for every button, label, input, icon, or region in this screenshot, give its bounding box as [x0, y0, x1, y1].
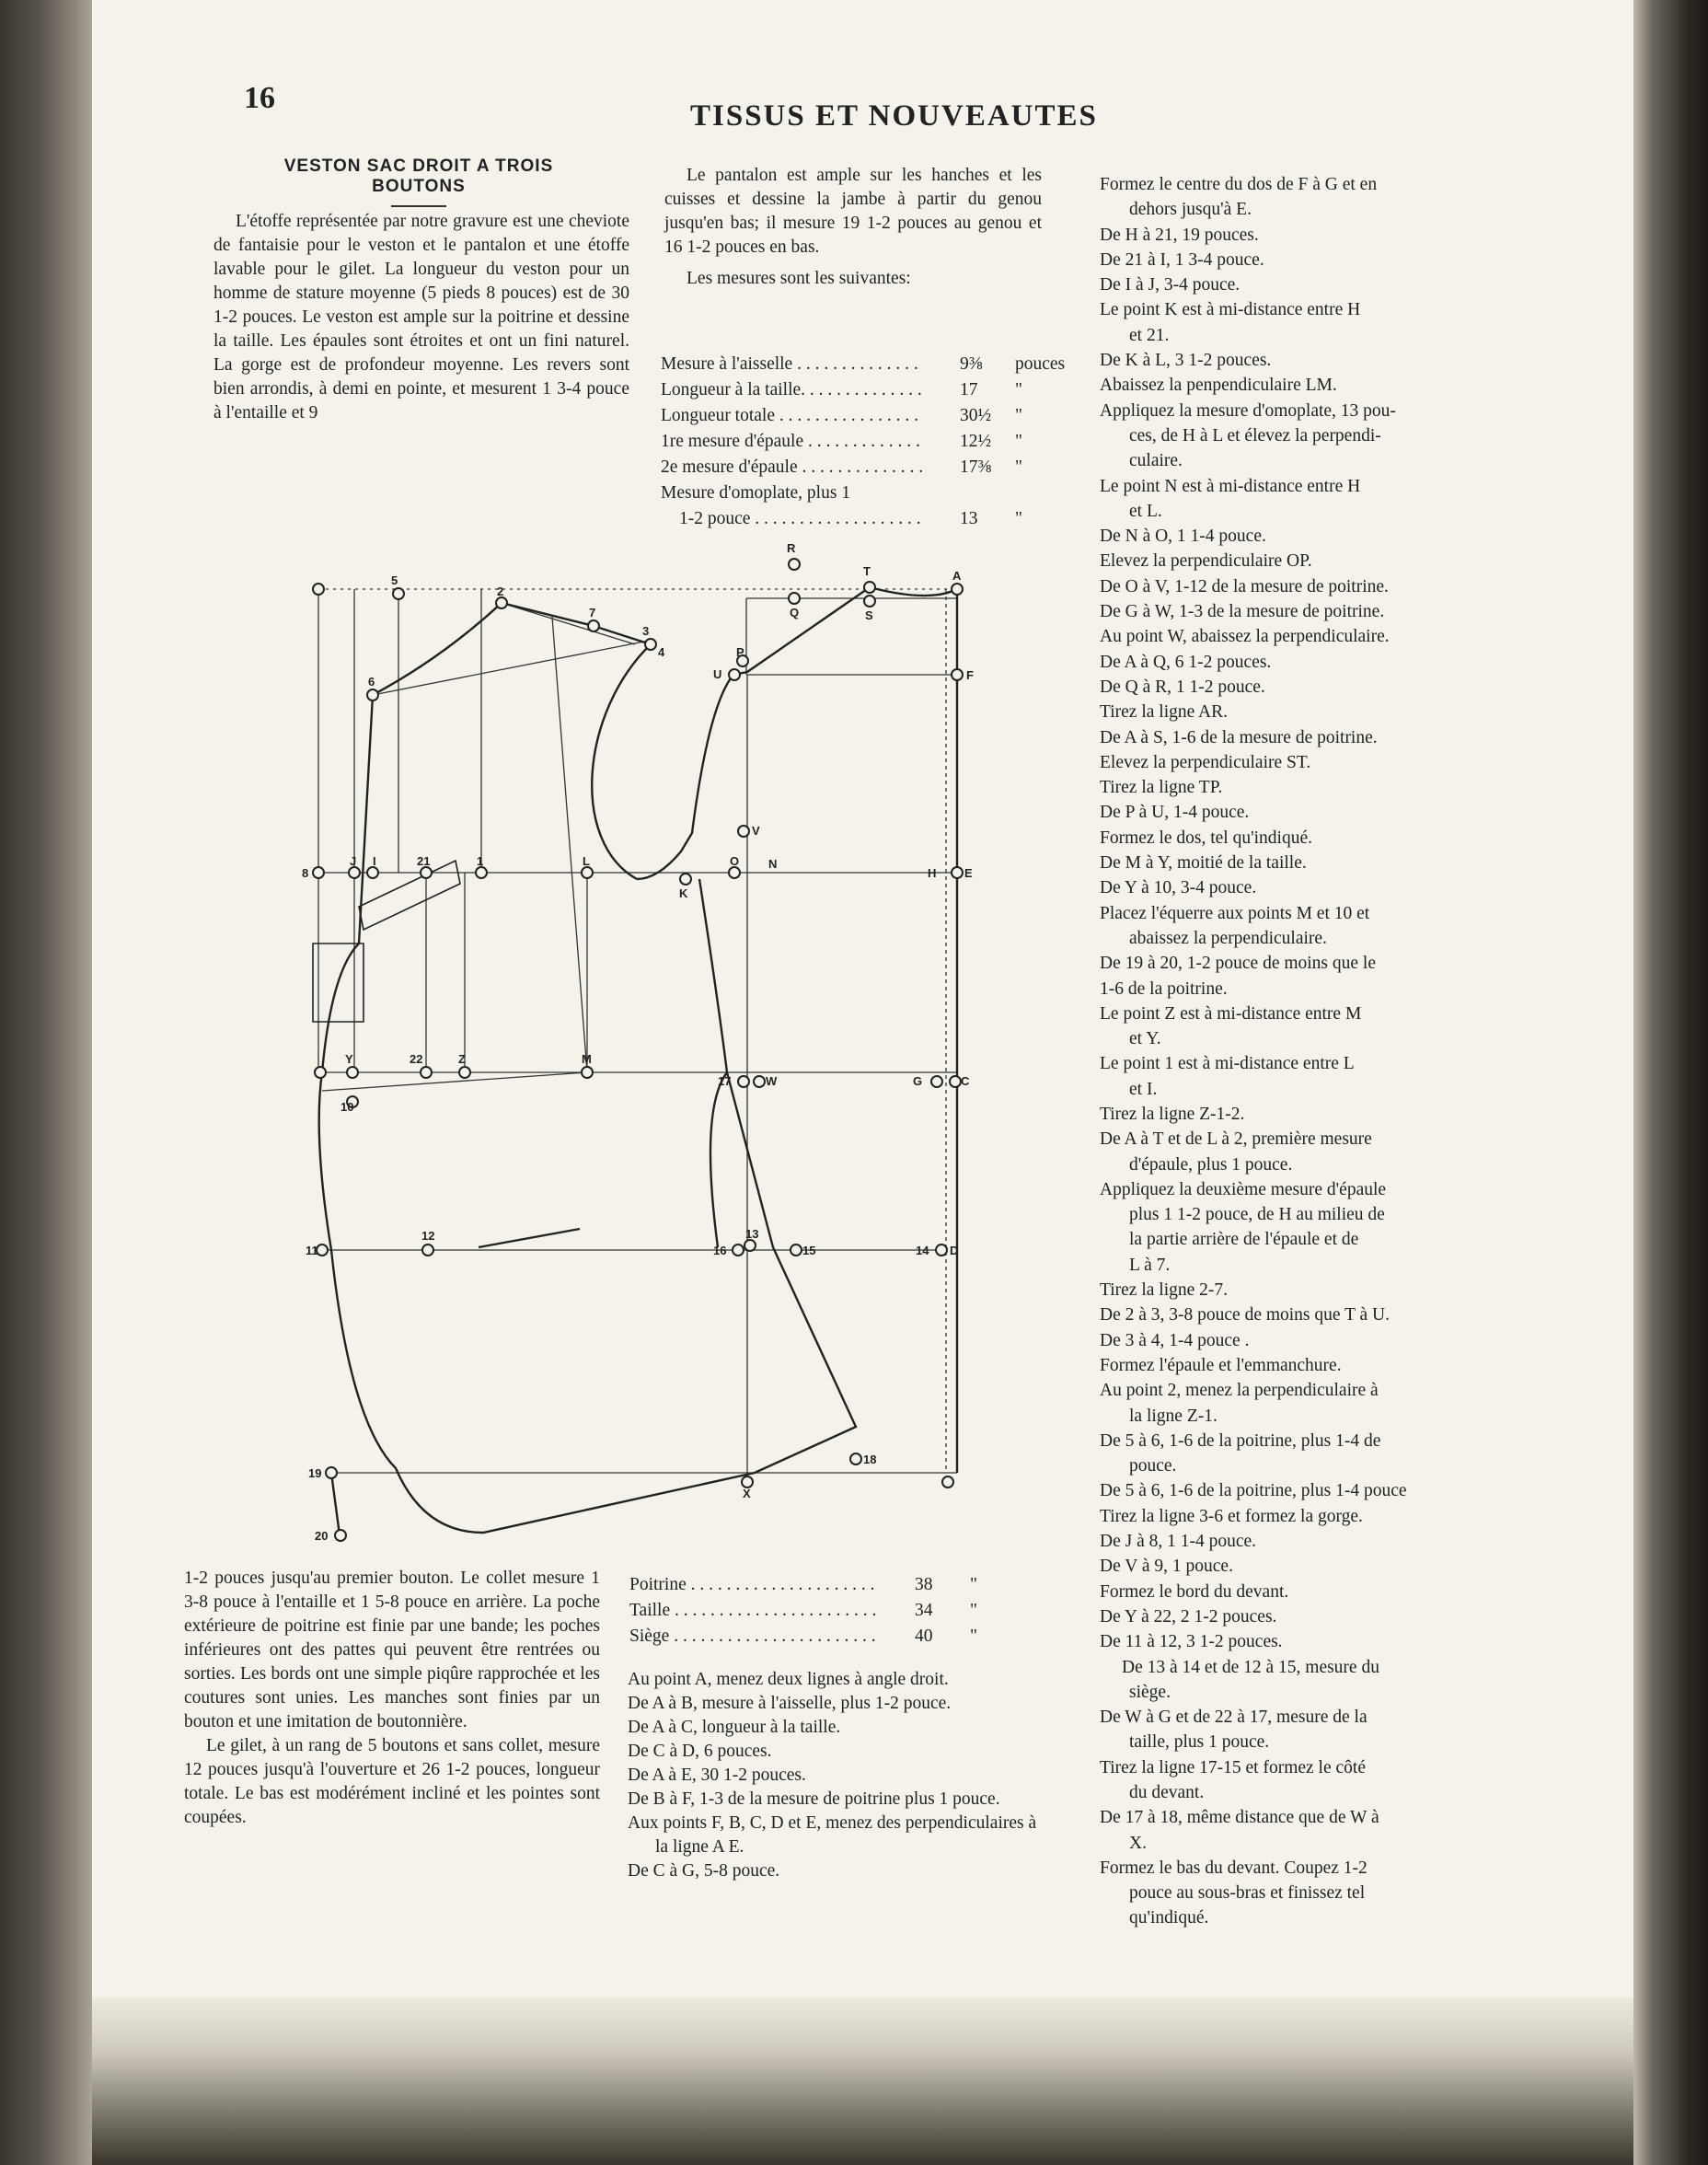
coat-details-paragraph: 1-2 pouces jusqu'au premier bouton. Le collet mesure 1 3-8 pouce à l'entaille et 1 5-8 pouce en arrière. La poche extérieure de poitrine est finie par une bande; les poches inférieures ont des pattes qui peuvent être rentrées ou sorties. Les bords ont une simple piqûre rapprochée et les coutures sont unies. Les manches sont finies par un bouton et une imitation de boutonnière. [184, 1569, 600, 1731]
construction-lines [318, 589, 957, 1473]
step-line: De W à G et de 22 à 17, mesure de la [1100, 1708, 1368, 1728]
step-line: Tirez la ligne 3-6 et formez la gorge. [1100, 1506, 1363, 1526]
step-line: la partie arrière de l'épaule et de [1129, 1230, 1359, 1250]
pattern-points [313, 559, 963, 1541]
step: De C à G, 5-8 pouce. [628, 1861, 780, 1881]
step: De A à B, mesure à l'aisselle, plus 1-2 pouce. [628, 1694, 952, 1713]
step-line: De 19 à 20, 1-2 pouce de moins que le [1100, 954, 1377, 974]
step-line: et L. [1129, 501, 1162, 521]
step: De A à E, 30 1-2 pouces. [628, 1766, 806, 1785]
svg-text:18: 18 [863, 1453, 877, 1466]
step: De B à F, 1-3 de la mesure de poitrine plus 1 pouce. [628, 1789, 1000, 1809]
step-line: De 5 à 6, 1-6 de la poitrine, plus 1-4 pouce [1100, 1481, 1407, 1501]
step-line: De Y à 10, 3-4 pouce. [1100, 878, 1257, 898]
measure-value: 12½ [960, 432, 992, 451]
step-line: et I. [1129, 1079, 1158, 1099]
book-cover-edge [1633, 0, 1708, 2165]
column-2-steps [628, 1668, 1046, 1883]
page-number: 16 [244, 81, 275, 115]
measure-unit: " [970, 1601, 977, 1620]
step: De C à D, 6 pouces. [628, 1742, 772, 1761]
measure-unit: pouces [1015, 354, 1066, 374]
svg-text:17: 17 [718, 1074, 732, 1088]
step-line: taille, plus 1 pouce. [1129, 1732, 1270, 1753]
measure-value: 30½ [960, 406, 992, 425]
measure-value: 38 [915, 1575, 933, 1594]
step-line: Placez l'équerre aux points M et 10 et [1100, 903, 1370, 923]
measure-unit: " [1015, 509, 1022, 528]
measure-row [661, 403, 1079, 429]
article-title-line-1: VESTON SAC DROIT A TROIS [283, 156, 554, 176]
svg-text:S: S [865, 608, 873, 622]
step-line: Appliquez la deuxième mesure d'épaule [1100, 1179, 1387, 1199]
measures-table-top [661, 352, 1079, 532]
svg-text:U: U [713, 667, 722, 681]
column-3-steps [1100, 172, 1528, 1931]
svg-text:R: R [787, 541, 796, 555]
svg-text:P: P [736, 645, 744, 659]
step-line: dehors jusqu'à E. [1129, 200, 1252, 220]
step-line: De 2 à 3, 3-8 pouce de moins que T à U. [1100, 1305, 1390, 1326]
measure-value: 40 [915, 1627, 933, 1646]
svg-text:O: O [730, 854, 740, 868]
step-line: De 21 à I, 1 3-4 pouce. [1100, 249, 1264, 270]
measure-label: Siège . . . . . . . . . . . . . . . . . . . . . . . [629, 1627, 876, 1646]
title-rule [391, 205, 446, 207]
measures-intro: Les mesures sont les suivantes: [687, 269, 911, 288]
step-line: De Q à R, 1 1-2 pouce. [1100, 677, 1265, 697]
measure-value: 13 [960, 509, 978, 528]
svg-text:Q: Q [790, 606, 800, 619]
step-line: Formez l'épaule et l'emmanchure. [1100, 1355, 1342, 1375]
measure-label: 2e mesure d'épaule . . . . . . . . . . . . . . [661, 457, 924, 477]
step-line: De 3 à 4, 1-4 pouce . [1100, 1330, 1250, 1350]
article-title-line-2: BOUTONS [372, 177, 466, 196]
step: Aux points F, B, C, D et E, menez des perpendiculaires à la ligne A E. [628, 1813, 1037, 1857]
measure-unit: " [970, 1627, 977, 1646]
measures-table-bottom [629, 1572, 1034, 1650]
step-line: pouce au sous-bras et finissez tel [1129, 1883, 1366, 1904]
svg-text:M: M [582, 1052, 592, 1066]
measure-label: Poitrine . . . . . . . . . . . . . . . . . . . . . [629, 1575, 875, 1594]
measure-label: 1re mesure d'épaule . . . . . . . . . . . . . [661, 432, 920, 451]
step-line: De 5 à 6, 1-6 de la poitrine, plus 1-4 de [1100, 1430, 1381, 1451]
svg-text:E: E [964, 866, 973, 880]
step-line: De A à S, 1-6 de la mesure de poitrine. [1100, 727, 1378, 747]
step-line: Formez le dos, tel qu'indiqué. [1100, 828, 1312, 848]
step-line: De J à 8, 1 1-4 pouce. [1100, 1532, 1257, 1552]
measure-row [661, 455, 1079, 480]
step-line: De P à U, 1-4 pouce. [1100, 803, 1250, 823]
step-line: Tirez la ligne AR. [1100, 702, 1229, 723]
svg-text:6: 6 [368, 675, 375, 689]
svg-text:13: 13 [745, 1227, 759, 1241]
measure-row [661, 377, 1079, 403]
step-line: Abaissez la penpendiculaire LM. [1100, 376, 1337, 396]
measure-unit: " [1015, 457, 1022, 477]
svg-text:Z: Z [458, 1052, 466, 1066]
svg-text:F: F [966, 668, 974, 682]
measure-row [629, 1572, 1034, 1598]
svg-text:15: 15 [802, 1244, 816, 1257]
svg-text:K: K [679, 886, 688, 900]
step-line: Tirez la ligne TP. [1100, 778, 1223, 798]
measure-value: 9⅜ [960, 354, 983, 374]
step-line: plus 1 1-2 pouce, de H au milieu de [1129, 1205, 1385, 1225]
step-line: Elevez la perpendiculaire OP. [1100, 551, 1312, 572]
measure-unit: " [1015, 406, 1022, 425]
svg-text:V: V [752, 824, 760, 838]
measure-row [661, 429, 1079, 455]
step-line: De M à Y, moitié de la taille. [1100, 853, 1307, 874]
svg-text:21: 21 [417, 854, 431, 868]
svg-text:N: N [768, 857, 778, 871]
measure-label: Longueur à la taille. . . . . . . . . . . . . . [661, 380, 922, 399]
svg-text:J: J [350, 854, 357, 868]
step-line: du devant. [1129, 1783, 1205, 1802]
intro-paragraph: L'étoffe représentée par notre gravure est une cheviote de fantaisie pour le veston et le pantalon et une étoffe lavable pour le gilet. La longueur du veston pour un homme de stature moyenne (5 pieds 8 pouces) est de 30 1-2 pouces. Le veston est ample sur la poitrine et dessine la taille. Les épaules sont étroites et ont un fini naturel. La gorge est de profondeur moyenne. Les revers sont bien arrondis, à demi en pointe, et mesurent 1 3-4 pouce à l'entaille et 9 [214, 212, 629, 423]
step-line: De 17 à 18, même distance que de W à [1100, 1808, 1379, 1828]
svg-text:A: A [952, 569, 962, 583]
svg-text:H: H [928, 866, 937, 880]
step-line: Tirez la ligne 2-7. [1100, 1280, 1229, 1301]
step-line: culaire. [1129, 451, 1183, 471]
measure-label: Longueur totale . . . . . . . . . . . . . . . . [661, 406, 918, 425]
svg-text:X: X [743, 1487, 751, 1500]
measure-label: 1-2 pouce . . . . . . . . . . . . . . . . . . . [679, 509, 921, 528]
measure-row [661, 480, 1079, 506]
step: Au point A, menez deux lignes à angle droit. [628, 1670, 949, 1689]
step-line: De Y à 22, 2 1-2 pouces. [1100, 1606, 1277, 1627]
step-line: De K à L, 3 1-2 pouces. [1100, 351, 1272, 371]
pattern-diagram [294, 538, 1003, 1560]
step-line: De N à O, 1 1-4 pouce. [1100, 527, 1266, 547]
measure-value [960, 480, 1015, 506]
step-line: Formez le bas du devant. Coupez 1-2 [1100, 1858, 1368, 1878]
svg-text:5: 5 [391, 573, 398, 587]
step-line: et 21. [1129, 325, 1170, 345]
step-line: De V à 9, 1 pouce. [1100, 1557, 1233, 1577]
step-line: De A à T et de L à 2, première mesure [1100, 1129, 1372, 1150]
svg-text:T: T [863, 564, 871, 578]
step-line: la ligne Z-1. [1129, 1406, 1218, 1426]
svg-text:22: 22 [410, 1052, 423, 1066]
column-1-bottom [184, 1567, 600, 1830]
step-line: qu'indiqué. [1129, 1908, 1209, 1928]
svg-text:12: 12 [421, 1229, 435, 1243]
svg-text:14: 14 [916, 1244, 929, 1257]
step-line: Formez le centre du dos de F à G et en [1100, 175, 1378, 194]
svg-text:8: 8 [302, 866, 309, 880]
measure-unit: " [1015, 432, 1022, 451]
svg-text:4: 4 [658, 645, 665, 659]
measure-value: 34 [915, 1601, 933, 1620]
step-line: Appliquez la mesure d'omoplate, 13 pou- [1100, 400, 1396, 421]
step-line: De O à V, 1-12 de la mesure de poitrine. [1100, 576, 1389, 596]
measure-row [661, 352, 1079, 377]
step-line: De 13 à 14 et de 12 à 15, mesure du [1122, 1657, 1379, 1677]
svg-text:G: G [913, 1074, 923, 1088]
measure-row [629, 1598, 1034, 1624]
step-line: X. [1129, 1833, 1147, 1853]
step-line: et Y. [1129, 1029, 1161, 1049]
svg-text:W: W [766, 1074, 778, 1088]
measure-label: Mesure à l'aisselle . . . . . . . . . . . . . . [661, 354, 918, 374]
step-line: Le point N est à mi-distance entre H [1100, 476, 1361, 496]
svg-text:2: 2 [497, 585, 504, 598]
svg-text:I: I [373, 854, 376, 868]
measure-row [629, 1624, 1034, 1650]
step-line: Elevez la perpendiculaire ST. [1100, 752, 1311, 772]
step-line: L à 7. [1129, 1255, 1171, 1275]
measure-label: Mesure d'omoplate, plus 1 [661, 483, 851, 503]
column-2-top [664, 164, 1042, 291]
measure-row [661, 506, 1079, 532]
step-line: Tirez la ligne Z-1-2. [1100, 1104, 1245, 1124]
svg-text:10: 10 [340, 1100, 354, 1114]
page-shadow [92, 1997, 1633, 2165]
svg-text:C: C [961, 1074, 970, 1088]
measure-value: 17⅜ [960, 457, 992, 477]
step-line: d'épaule, plus 1 pouce. [1129, 1154, 1293, 1175]
step-line: Au point W, abaissez la perpendiculaire. [1100, 627, 1390, 647]
svg-text:7: 7 [589, 606, 596, 619]
measure-unit: " [970, 1575, 977, 1594]
measure-value: 17 [960, 380, 978, 399]
svg-text:19: 19 [308, 1466, 322, 1480]
step-line: Formez le bord du devant. [1100, 1581, 1289, 1602]
step-line: Au point 2, menez la perpendiculaire à [1100, 1381, 1379, 1401]
svg-text:Y: Y [345, 1052, 353, 1066]
step-line: abaissez la perpendiculaire. [1129, 928, 1327, 948]
step-line: De H à 21, 19 pouces. [1100, 225, 1259, 245]
svg-text:L: L [583, 854, 590, 868]
step: De A à C, longueur à la taille. [628, 1718, 841, 1737]
step-line: De G à W, 1-3 de la mesure de poitrine. [1100, 602, 1385, 622]
measure-label: Taille . . . . . . . . . . . . . . . . . . . . . . . [629, 1601, 877, 1620]
step-line: siège. [1129, 1682, 1171, 1702]
gilet-paragraph: Le gilet, à un rang de 5 boutons et sans collet, mesure 12 pouces jusqu'à l'ouverture et 26 1-2 pouces, longueur totale. Le bas est modérément incliné et les pointes sont coupées. [184, 1736, 600, 1827]
pattern-outline [294, 538, 957, 1542]
step-line: Le point K est à mi-distance entre H [1100, 300, 1361, 320]
step-line: Tirez la ligne 17-15 et formez le côté [1100, 1757, 1366, 1777]
measure-unit: " [1015, 380, 1022, 399]
step-line: ces, de H à L et élevez la perpendi- [1129, 425, 1381, 446]
running-head: TISSUS ET NOUVEAUTES [690, 99, 1098, 133]
svg-text:16: 16 [713, 1244, 727, 1257]
svg-text:D: D [950, 1244, 959, 1257]
pattern-point-labels [302, 541, 974, 1543]
step-line: De 11 à 12, 3 1-2 pouces. [1100, 1632, 1283, 1652]
step-line: pouce. [1129, 1456, 1177, 1476]
measure-unit [1015, 480, 1079, 506]
article-title [212, 156, 626, 197]
step-line: De I à J, 3-4 pouce. [1100, 275, 1241, 295]
pantalon-paragraph: Le pantalon est ample sur les hanches et les cuisses et dessine la jambe à partir du genou jusqu'en bas; il mesure 19 1-2 pouces au genou et 16 1-2 pouces en bas. [664, 166, 1042, 257]
column-1-top [214, 210, 629, 425]
svg-text:1: 1 [477, 854, 484, 868]
step-line: Le point 1 est à mi-distance entre L [1100, 1054, 1355, 1074]
step-line: Le point Z est à mi-distance entre M [1100, 1003, 1362, 1024]
svg-text:20: 20 [315, 1529, 329, 1543]
pocket-outlines [313, 861, 460, 1022]
step-line: De A à Q, 6 1-2 pouces. [1100, 652, 1272, 672]
svg-text:11: 11 [306, 1244, 318, 1257]
svg-text:3: 3 [642, 624, 650, 638]
step-line: 1-6 de la poitrine. [1100, 978, 1228, 999]
